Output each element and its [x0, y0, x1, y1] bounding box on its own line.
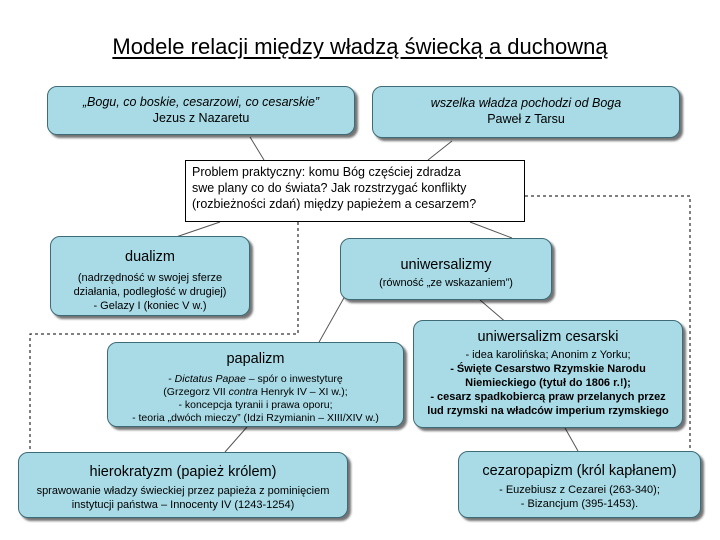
uniwersalizmy-line: (równość „ze wskazaniem”): [379, 277, 513, 289]
cezaropapizm-line: - Euzebiusz z Cezarei (263-340);: [499, 484, 660, 496]
quote-box-jesus: [47, 86, 355, 135]
uniwersalizm-cesarski-line: - cesarz spadkobiercą praw przelanych przez: [430, 391, 666, 403]
connector-problem-to-dualizm: [176, 222, 220, 237]
uniwersalizm-cesarski-title: uniwersalizm cesarski: [477, 329, 619, 345]
hierokratyzm-line: sprawowanie władzy świeckiej przez papieża z pominięciem: [36, 485, 330, 497]
quote-text: „Bogu, co boskie, cesarzowi, co cesarskie”: [82, 95, 320, 109]
uniwersalizmy-box: [340, 238, 552, 300]
cezaropapizm-box: [458, 451, 701, 518]
papalizm-line: (Grzegorz VII contra Henryk IV – XI w.);: [163, 386, 348, 398]
cezaropapizm-title: cezaropapizm (król kapłanem): [482, 463, 677, 479]
papalizm-box: [107, 342, 404, 427]
dualizm-line: (nadrzędność w swojej sferze: [77, 272, 223, 284]
papalizm-line: - teoria „dwóch mieczy” (Idzi Rzymianin – XIII/XIV w.): [132, 412, 379, 424]
problem-line: swe plany co do świata? Jak rozstrzygać konflikty: [192, 181, 467, 195]
connector-cesarski-to-cezaropapizm: [565, 428, 578, 451]
uniwersalizmy-title: uniwersalizmy: [400, 257, 492, 273]
problem-box: [185, 160, 525, 222]
dualizm-box: [50, 236, 250, 316]
dualizm-title: dualizm: [125, 249, 175, 265]
papalizm-line: - koncepcja tyranii i prawa oporu;: [178, 399, 333, 411]
dualizm-line: - Gelazy I (koniec V w.): [93, 300, 207, 312]
papalizm-title: papalizm: [226, 351, 285, 367]
papalizm-line: - Dictatus Papae – spór o inwestyturę: [168, 373, 343, 385]
uniwersalizm-cesarski-box: [413, 320, 683, 428]
quote-author: Jezus z Nazaretu: [152, 111, 250, 125]
hierokratyzm-title: hierokratyzm (papież królem): [89, 464, 277, 480]
uniwersalizm-cesarski-line: lud rzymski na władców imperium rzymskiego: [427, 405, 669, 417]
dualizm-line: działania, podległość w drugiej): [73, 286, 227, 298]
connector-uniwersalizmy-to-papalizm: [318, 296, 345, 344]
hierokratyzm-line: instytucji państwa – Innocenty IV (1243-1254): [71, 499, 295, 511]
hierokratyzm-box: [18, 452, 348, 518]
connector-right-quote-to-problem: [428, 141, 452, 160]
quote-text: wszelka władza pochodzi od Boga: [430, 96, 622, 110]
connector-left-quote-to-problem: [250, 137, 264, 160]
uniwersalizm-cesarski-line: - Święte Cesarstwo Rzymskie Narodu: [450, 363, 646, 375]
cezaropapizm-line: - Bizancjum (395-1453).: [520, 498, 639, 510]
problem-line: Problem praktyczny: komu Bóg częściej zdradza: [192, 165, 461, 179]
quote-box-paul: [372, 86, 680, 138]
connector-papalizm-to-hierokratyzm: [225, 427, 247, 452]
problem-line: (rozbieżności zdań) między papieżem a cesarzem?: [192, 197, 477, 211]
quote-author: Paweł z Tarsu: [487, 112, 565, 126]
uniwersalizm-cesarski-line: Niemieckiego (tytuł do 1806 r.!);: [465, 377, 631, 389]
connector-problem-to-uniwersalizmy: [470, 222, 512, 238]
uniwersalizm-cesarski-line: - idea karolińska; Anonim z Yorku;: [465, 349, 631, 361]
page-title: Modele relacji między władzą świecką a duchowną: [112, 34, 608, 59]
